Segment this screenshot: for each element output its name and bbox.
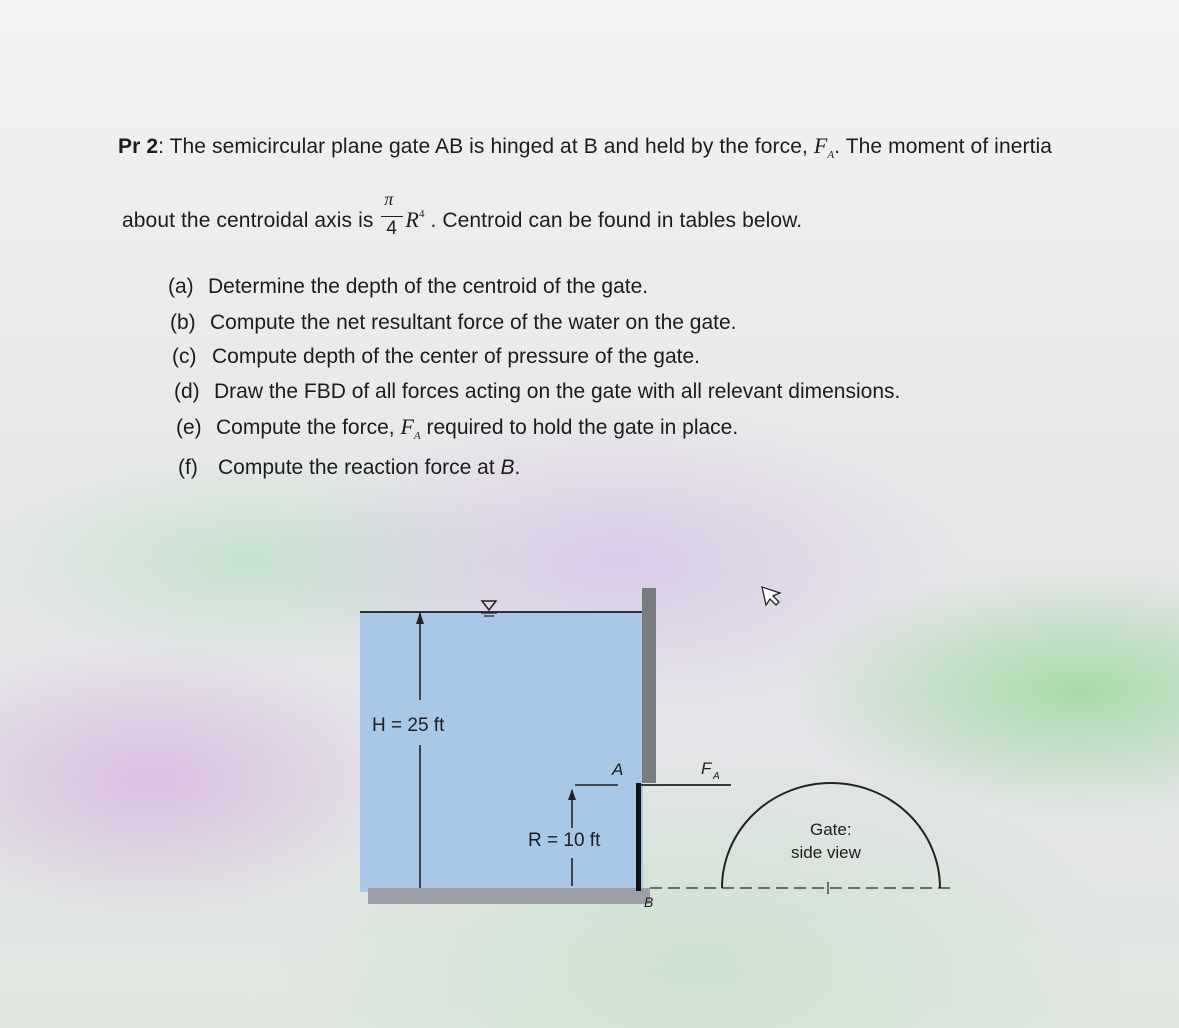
gate-ab — [636, 783, 641, 891]
fraction-numerator: π — [384, 189, 394, 209]
force-label: F — [701, 759, 712, 778]
problem-label: Pr 2 — [118, 135, 159, 158]
question-label: (a) — [168, 275, 194, 298]
line2-start: about the centroidal axis is — [122, 209, 374, 232]
point-b-label: B — [644, 894, 654, 910]
question-label: (b) — [170, 311, 196, 334]
gate-label-line2: side view — [791, 843, 861, 862]
point-symbol: B — [500, 456, 515, 479]
question-text-before: Compute the force, — [216, 416, 395, 439]
question-label: (e) — [176, 416, 202, 439]
wall — [642, 588, 656, 783]
force-symbol: F — [813, 133, 828, 158]
problem-intro-end: . The moment of inertia — [834, 135, 1053, 158]
force-subscript: A — [413, 430, 421, 442]
force-sub-label: A — [713, 771, 720, 782]
fraction-denominator: 4 — [386, 218, 398, 239]
height-label: H = 25 ft — [372, 715, 445, 736]
question-label: (d) — [174, 380, 200, 403]
question-text-after: . — [514, 456, 521, 479]
water-region — [360, 612, 643, 892]
force-symbol: F — [400, 414, 414, 439]
mouse-pointer-icon — [762, 587, 780, 605]
question-text-after: required to hold the gate in place. — [426, 416, 739, 439]
line2-end: . Centroid can be found in tables below. — [430, 209, 803, 232]
ground-base — [368, 888, 650, 904]
question-text: Determine the depth of the centroid of the gate. — [208, 275, 649, 298]
r-power: 4 — [418, 208, 425, 220]
r-symbol: R — [405, 207, 419, 232]
question-label: (c) — [172, 345, 197, 368]
question-text-before: Compute the reaction force at — [218, 456, 495, 479]
radius-label: R = 10 ft — [528, 830, 601, 851]
force-subscript: A — [827, 149, 835, 161]
question-text: Draw the FBD of all forces acting on the gate with all relevant dimensions. — [214, 380, 901, 403]
question-label: (f) — [178, 456, 198, 479]
problem-intro: : The semicircular plane gate AB is hinged at B and held by the force, — [158, 135, 808, 158]
question-text: Compute depth of the center of pressure of the gate. — [212, 345, 700, 368]
question-text: Compute the net resultant force of the water on the gate. — [210, 311, 737, 334]
gate-label-line1: Gate: — [810, 820, 852, 839]
point-a-label: A — [612, 760, 624, 779]
